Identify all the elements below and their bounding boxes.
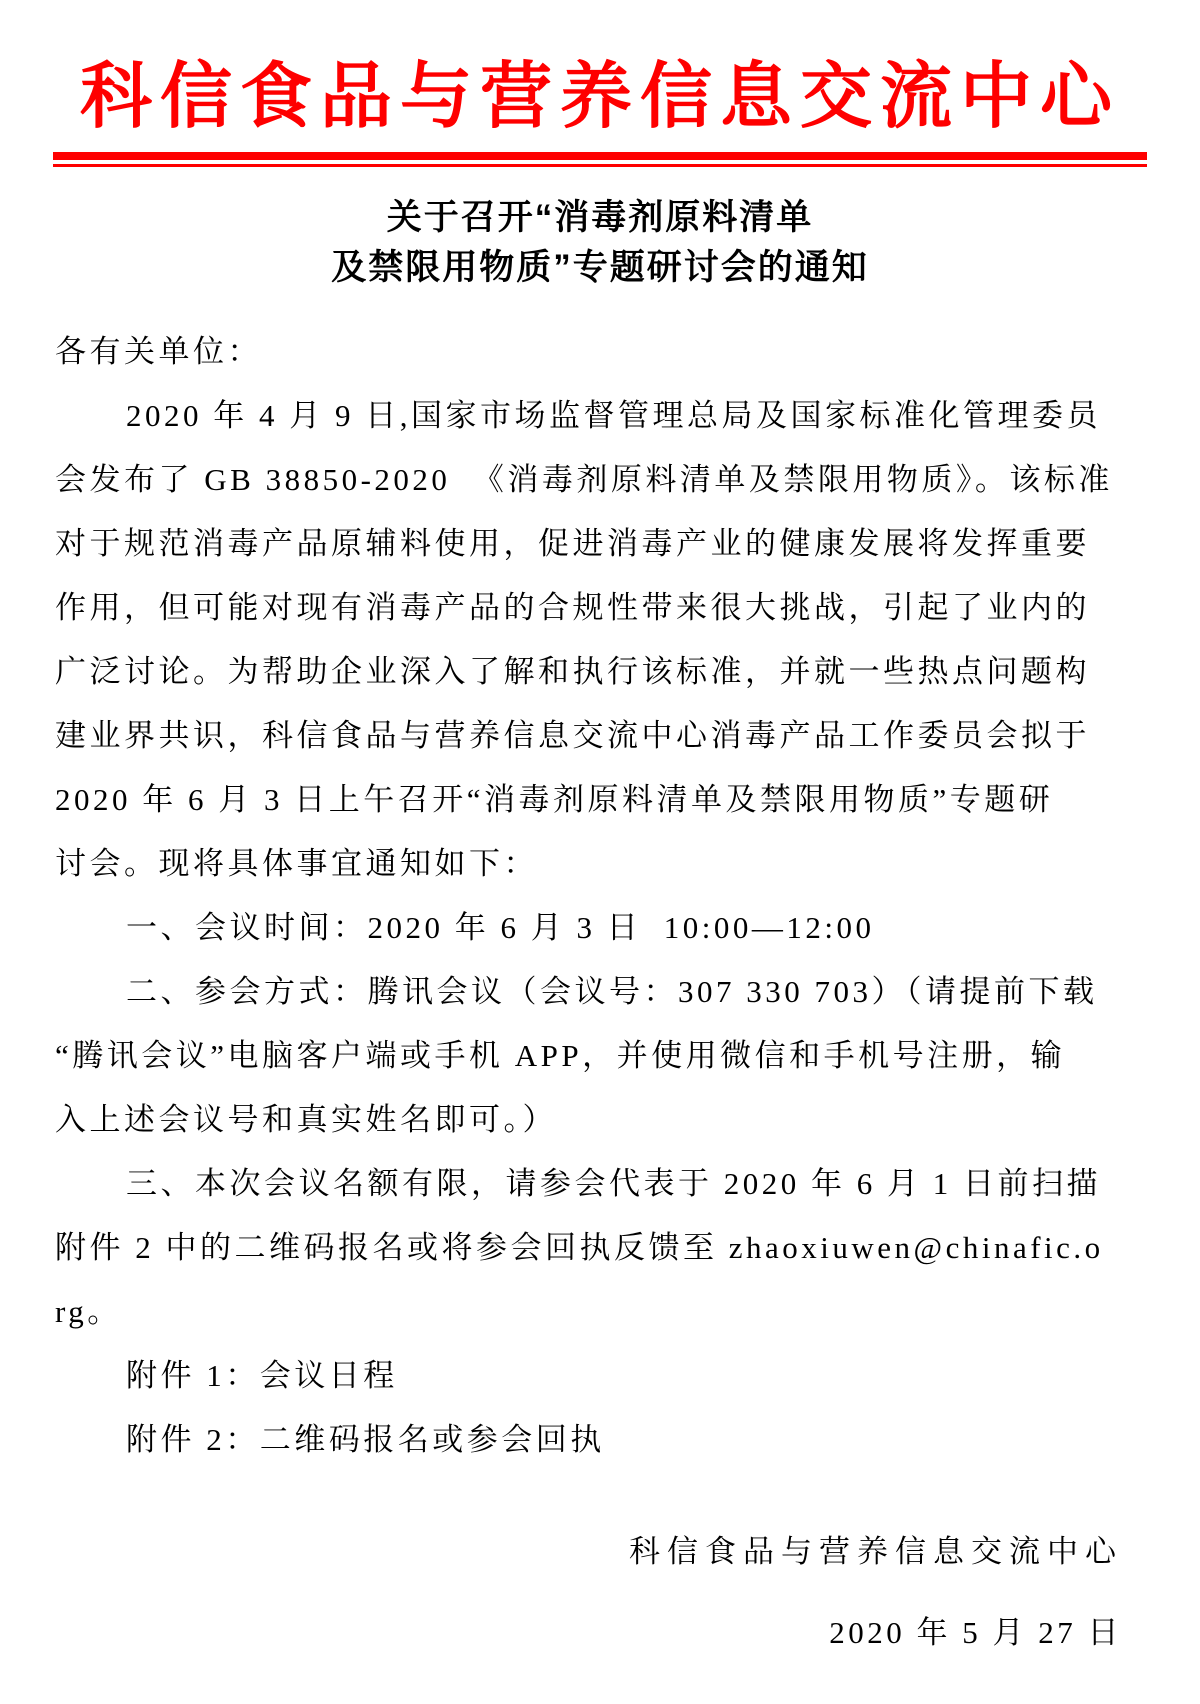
body-line: 作用，但可能对现有消毒产品的合规性带来很大挑战，引起了业内的 <box>55 590 1090 625</box>
document-title-line2: 及禁限用物质”专题研讨会的通知 <box>331 248 869 287</box>
document-body <box>55 320 1145 1472</box>
signature-org-name: 科信食品与营养信息交流中心 <box>629 1534 1123 1569</box>
body-line: 2020 年 6 月 3 日上午召开“消毒剂原料清单及禁限用物质”专题研 <box>55 782 1054 817</box>
body-line: rg。 <box>55 1294 122 1329</box>
body-line: 会发布了 GB 38850-2020 《消毒剂原料清单及禁限用物质》。该标准 <box>55 462 1113 497</box>
body-line-meeting-method: 二、参会方式：腾讯会议（会议号：307 330 703）（请提前下载 <box>126 974 1098 1009</box>
body-line: 建业界共识，科信食品与营养信息交流中心消毒产品工作委员会拟于 <box>55 718 1090 753</box>
divider-thick-line <box>53 152 1147 160</box>
body-line-attachment2: 附件 2：二维码报名或参会回执 <box>126 1422 605 1457</box>
letterhead-divider <box>53 152 1147 167</box>
body-line-salutation: 各有关单位： <box>55 334 262 369</box>
body-line-email: 附件 2 中的二维码报名或将参会回执反馈至 zhaoxiuwen@chinafic.o <box>55 1230 1104 1265</box>
body-line: 入上述会议号和真实姓名即可。） <box>55 1102 557 1137</box>
document-title <box>0 193 1200 293</box>
signature-date: 2020 年 5 月 27 日 <box>829 1615 1122 1650</box>
body-line: 对于规范消毒产品原辅料使用，促进消毒产业的健康发展将发挥重要 <box>55 526 1090 561</box>
body-line: “腾讯会议”电脑客户端或手机 APP，并使用微信和手机号注册，输 <box>55 1038 1066 1073</box>
body-line: 广泛讨论。为帮助企业深入了解和执行该标准，并就一些热点问题构 <box>55 654 1090 689</box>
body-line-registration: 三、本次会议名额有限，请参会代表于 2020 年 6 月 1 日前扫描 <box>126 1166 1101 1201</box>
divider-thin-line <box>53 164 1147 167</box>
body-line-meeting-time: 一、会议时间：2020 年 6 月 3 日 10:00—12:00 <box>126 910 875 945</box>
body-line-attachment1: 附件 1：会议日程 <box>126 1358 398 1393</box>
document-title-line1: 关于召开“消毒剂原料清单 <box>386 198 814 237</box>
body-line: 2020 年 4 月 9 日,国家市场监督管理总局及国家标准化管理委员 <box>126 398 1101 433</box>
letterhead-org-name: 科信食品与营养信息交流中心 <box>79 57 1120 137</box>
body-line: 讨会。现将具体事宜通知如下： <box>55 846 538 881</box>
